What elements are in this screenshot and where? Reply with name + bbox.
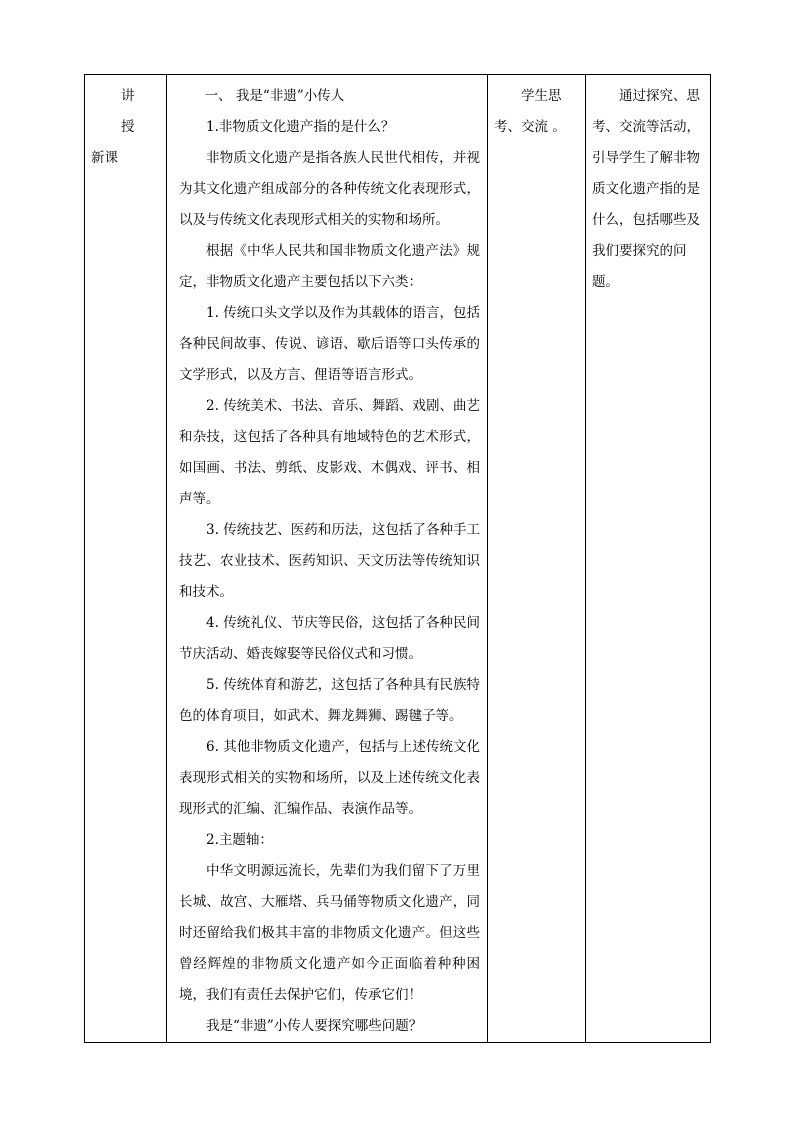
category-item: 2. 传统美术、书法、音乐、舞蹈、戏剧、曲艺和杂技，这包括了各种具有地域特色的艺术形式，如国画、书法、剪纸、皮影戏、木偶戏、评书、相声等。 [179,398,480,507]
student-activity-cell [488,75,586,1042]
category-item: 6. 其他非物质文化遗产，包括与上述传统文化表现形式相关的实物和场所，以及上述传统文化表现形式的汇编、汇编作品、表演作品等。 [179,739,480,817]
design-intent-text: 通过探究、思考、交流等活动，引导学生了解非物质文化遗产指的是什么，包括哪些及我们要探究的问题。 [592,88,700,290]
content-cell [167,75,488,1042]
stage-cell [85,75,167,1042]
category-item: 4. 传统礼仪、节庆等民俗，这包括了各种民间节庆活动、婚丧嫁娶等民俗仪式和习惯。 [179,615,480,662]
stage-line2: 新课 [91,150,118,166]
stage-line1: 讲 授 [121,88,139,135]
category-item: 5. 传统体育和游艺，这包括了各种具有民族特色的体育项目，如武术、舞龙舞狮、踢毽子等。 [179,677,480,724]
inquiry-question: 我是“非遗”小传人要探究哪些问题？ [206,1018,423,1034]
question-2: 2.主题轴： [206,832,273,848]
law-paragraph: 根据《中华人民共和国非物质文化遗产法》规定，非物质文化遗产主要包括以下六类： [179,243,480,290]
lesson-table [84,74,711,1043]
definition-paragraph: 非物质文化遗产是指各族人民世代相传，并视为其文化遗产组成部分的各种传统文化表现形式，以及与传统文化表现形式相关的实物和场所。 [179,150,480,228]
category-item: 3. 传统技艺、医药和历法，这包括了各种手工技艺、农业技术、医药知识、天文历法等传统知识和技术。 [179,522,480,600]
student-activity-text: 学生思考、交流 。 [494,88,566,135]
category-item: 1. 传统口头文学以及作为其载体的语言，包括各种民间故事、传说、谚语、歇后语等口头传承的文学形式，以及方言、俚语等语言形式。 [179,305,480,383]
design-intent-cell [586,75,712,1042]
section-heading: 一、 我是“非遗”小传人 [204,88,345,104]
question-1: 1.非物质文化遗产指的是什么？ [206,119,395,135]
theme-paragraph: 中华文明源远流长，先辈们为我们留下了万里长城、故宫、大雁塔、兵马俑等物质文化遗产，同时还留给我们极其丰富的非物质文化遗产。但这些曾经辉煌的非物质文化遗产如今正面临着种种困境，我们有责任去保护它们，传承它们！ [179,863,480,1003]
